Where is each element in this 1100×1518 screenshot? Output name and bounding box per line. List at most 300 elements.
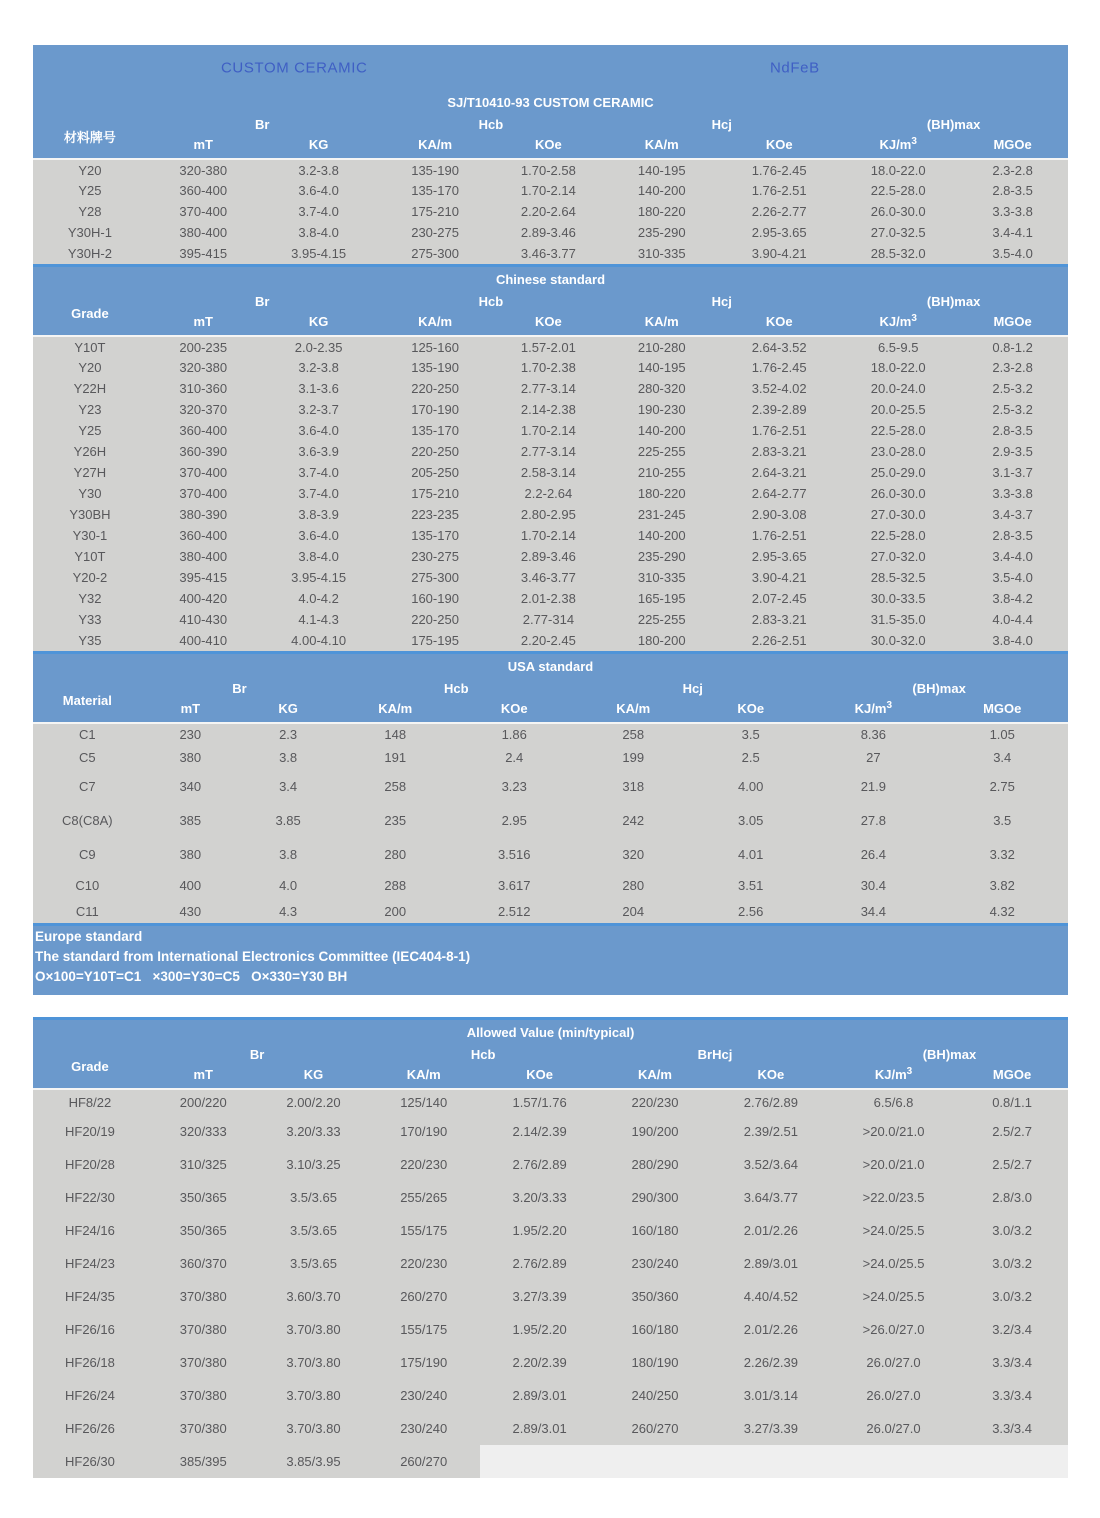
unit-header: KOe	[711, 1064, 831, 1089]
cell: 175-210	[378, 201, 493, 222]
row-grade: Y25	[33, 180, 147, 201]
cell: 3.8-4.0	[957, 630, 1068, 651]
row-grade: HF20/19	[33, 1115, 147, 1148]
unit-header: KOe	[719, 134, 839, 159]
cell: 230-275	[378, 222, 493, 243]
cell: 380-390	[147, 504, 260, 525]
grade-column-header: Grade	[33, 291, 147, 336]
cell: 3.95-4.15	[260, 567, 378, 588]
table-row	[33, 1148, 1068, 1181]
cell: 26.0/27.0	[831, 1379, 956, 1412]
table-body	[33, 336, 1068, 651]
cell: 3.8	[239, 745, 337, 769]
cell: 280	[575, 871, 691, 900]
cell: 26.0-30.0	[839, 201, 957, 222]
row-grade: C1	[33, 723, 142, 745]
cell: 2.20/2.39	[480, 1346, 599, 1379]
cell: 260/270	[599, 1412, 711, 1445]
cell: 2.01/2.26	[711, 1214, 831, 1247]
table-row	[33, 769, 1068, 803]
row-grade: C5	[33, 745, 142, 769]
cell: 255/265	[367, 1181, 480, 1214]
row-grade: HF8/22	[33, 1089, 147, 1115]
cell: 1.57-2.01	[493, 336, 605, 357]
group-header: (BH)max	[810, 678, 1068, 698]
allowed-value-table	[33, 1017, 1068, 1478]
cell: 2.01/2.26	[711, 1313, 831, 1346]
cell: 310-335	[604, 243, 719, 264]
group-header: Hcj	[604, 291, 839, 311]
table-row	[33, 483, 1068, 504]
cell: 220/230	[599, 1089, 711, 1115]
cell: 3.3/3.4	[956, 1412, 1068, 1445]
cell: 2.89-3.46	[493, 222, 605, 243]
cell: 400	[142, 871, 239, 900]
table-body	[33, 723, 1068, 923]
table-row	[33, 462, 1068, 483]
unit-header: $KJ/m^3$	[839, 134, 957, 159]
cell: 3.6-4.0	[260, 525, 378, 546]
cell: 2.64-3.21	[719, 462, 839, 483]
cell: 1.95/2.20	[480, 1214, 599, 1247]
table-row	[33, 588, 1068, 609]
cell: 3.90-4.21	[719, 243, 839, 264]
cell: 2.76/2.89	[480, 1247, 599, 1280]
cell: 160/180	[599, 1313, 711, 1346]
cell: 3.05	[691, 803, 810, 837]
chinese-standard-table	[33, 264, 1068, 651]
cell: 2.5/2.7	[956, 1148, 1068, 1181]
cell: 3.5/3.65	[260, 1247, 368, 1280]
table-row	[33, 871, 1068, 900]
cell: 3.8-4.2	[957, 588, 1068, 609]
cell: 26.0-30.0	[839, 483, 957, 504]
cell: 350/365	[147, 1214, 260, 1247]
cell: 2.39-2.89	[719, 399, 839, 420]
cell: 155/175	[367, 1214, 480, 1247]
cell: 2.00/2.20	[260, 1089, 368, 1115]
cell: 320/333	[147, 1115, 260, 1148]
cell: 3.46-3.77	[493, 567, 605, 588]
cell: 3.52-4.02	[719, 378, 839, 399]
cell: 1.70-2.38	[493, 357, 605, 378]
cell: 140-200	[604, 420, 719, 441]
cell: 22.5-28.0	[839, 180, 957, 201]
cell: 230/240	[599, 1247, 711, 1280]
row-grade: HF26/16	[33, 1313, 147, 1346]
unit-header: KA/m	[378, 134, 493, 159]
row-grade: Y32	[33, 588, 147, 609]
table-title: SJ/T10410-93 CUSTOM CERAMIC	[33, 90, 1068, 114]
table-row	[33, 336, 1068, 357]
cell: 380	[142, 745, 239, 769]
unit-header: KOe	[493, 311, 605, 336]
cell: 395-415	[147, 567, 260, 588]
unit-header: KOe	[493, 134, 605, 159]
cell: 220-250	[378, 441, 493, 462]
cell: 3.32	[936, 837, 1068, 871]
cell: 199	[575, 745, 691, 769]
page	[33, 45, 1068, 1518]
cell: 3.8-4.0	[260, 546, 378, 567]
unit-header: mT	[147, 311, 260, 336]
cell: 3.617	[453, 871, 575, 900]
cell: 3.0/3.2	[956, 1247, 1068, 1280]
ndfeb-link[interactable]: NdFeB	[770, 59, 820, 76]
cell: 200	[337, 900, 453, 923]
cell: 155/175	[367, 1313, 480, 1346]
cell: 2.07-2.45	[719, 588, 839, 609]
cell: 288	[337, 871, 453, 900]
cell: 2.2-2.64	[493, 483, 605, 504]
cell: 160/180	[599, 1214, 711, 1247]
cell: 3.70/3.80	[260, 1313, 368, 1346]
section-gap	[33, 995, 1068, 1017]
unit-header: $KJ/m^3$	[831, 1064, 956, 1089]
unit-header: $KJ/m^3$	[839, 311, 957, 336]
unit-header: KA/m	[575, 698, 691, 723]
cell: 318	[575, 769, 691, 803]
cell: 2.20-2.64	[493, 201, 605, 222]
row-grade: HF26/26	[33, 1412, 147, 1445]
cell: 170/190	[367, 1115, 480, 1148]
cell: 28.5-32.0	[839, 243, 957, 264]
table-row	[33, 1181, 1068, 1214]
table-row	[33, 399, 1068, 420]
cell: 4.32	[936, 900, 1068, 923]
cell: 2.01-2.38	[493, 588, 605, 609]
row-grade: HF24/35	[33, 1280, 147, 1313]
cell	[599, 1445, 711, 1478]
row-grade: Y10T	[33, 336, 147, 357]
row-grade: C7	[33, 769, 142, 803]
row-grade: HF26/24	[33, 1379, 147, 1412]
row-grade: Y30H-2	[33, 243, 147, 264]
cell: 160-190	[378, 588, 493, 609]
cell: 410-430	[147, 609, 260, 630]
unit-header: MGOe	[957, 134, 1068, 159]
table-body	[33, 1089, 1068, 1478]
cell: 34.4	[810, 900, 936, 923]
row-grade: Y25	[33, 420, 147, 441]
cell: 2.90-3.08	[719, 504, 839, 525]
table-row	[33, 357, 1068, 378]
cell: 223-235	[378, 504, 493, 525]
europe-committee-line: The standard from International Electronics Committee (IEC404-8-1)	[35, 949, 471, 964]
cell: 3.5	[936, 803, 1068, 837]
unit-header: KOe	[691, 698, 810, 723]
cell: 1.86	[453, 723, 575, 745]
cell: 21.9	[810, 769, 936, 803]
cell: 23.0-28.0	[839, 441, 957, 462]
cell: 395-415	[147, 243, 260, 264]
cell: 2.77-3.14	[493, 441, 605, 462]
cell: >24.0/25.5	[831, 1280, 956, 1313]
cell: 310-360	[147, 378, 260, 399]
row-grade: Y22H	[33, 378, 147, 399]
cell: 3.2-3.8	[260, 159, 378, 180]
cell: 27.8	[810, 803, 936, 837]
group-header: BrHcj	[599, 1044, 831, 1064]
cell: 148	[337, 723, 453, 745]
cell: 3.3/3.4	[956, 1379, 1068, 1412]
cell: 2.26/2.39	[711, 1346, 831, 1379]
europe-equivalence-line: O×100=Y10T=C1 ×300=Y30=C5 O×330=Y30 BH	[35, 969, 348, 984]
cell: 140-200	[604, 180, 719, 201]
unit-header: KG	[239, 698, 337, 723]
cell: 2.75	[936, 769, 1068, 803]
group-header: Br	[147, 1044, 367, 1064]
cell: 320-370	[147, 399, 260, 420]
cell	[831, 1445, 956, 1478]
cell: 6.5-9.5	[839, 336, 957, 357]
cell: 3.3-3.8	[957, 483, 1068, 504]
unit-header: KA/m	[337, 698, 453, 723]
cell: 3.4-4.0	[957, 546, 1068, 567]
custom-ceramic-link[interactable]: CUSTOM CERAMIC	[221, 59, 368, 76]
unit-header: KG	[260, 311, 378, 336]
usa-standard-table	[33, 651, 1068, 923]
table-row	[33, 1379, 1068, 1412]
cell: 235-290	[604, 546, 719, 567]
europe-standard-title: Europe standard	[35, 929, 143, 944]
cell: 360-400	[147, 420, 260, 441]
cell: 2.64-2.77	[719, 483, 839, 504]
cell: 3.64/3.77	[711, 1181, 831, 1214]
group-header: Br	[142, 678, 338, 698]
cell: 0.8-1.2	[957, 336, 1068, 357]
cell: 3.01/3.14	[711, 1379, 831, 1412]
cell: 2.9-3.5	[957, 441, 1068, 462]
cell: 3.52/3.64	[711, 1148, 831, 1181]
cell: 2.89-3.46	[493, 546, 605, 567]
table-row	[33, 1115, 1068, 1148]
cell: 230/240	[367, 1412, 480, 1445]
unit-header: MGOe	[956, 1064, 1068, 1089]
unit-header: mT	[147, 134, 260, 159]
cell: 320-380	[147, 357, 260, 378]
table-row	[33, 378, 1068, 399]
cell: 2.4	[453, 745, 575, 769]
row-grade: HF20/28	[33, 1148, 147, 1181]
table-row	[33, 630, 1068, 651]
row-grade: HF26/18	[33, 1346, 147, 1379]
cell: 220-250	[378, 609, 493, 630]
cell: 3.516	[453, 837, 575, 871]
cell: 1.76-2.51	[719, 420, 839, 441]
cell: 231-245	[604, 504, 719, 525]
cell: 200-235	[147, 336, 260, 357]
cell: 2.5-3.2	[957, 378, 1068, 399]
cell: 3.1-3.6	[260, 378, 378, 399]
row-grade: Y30	[33, 483, 147, 504]
table-row	[33, 567, 1068, 588]
group-header: Hcj	[575, 678, 810, 698]
cell: 140-200	[604, 525, 719, 546]
cell: 360/370	[147, 1247, 260, 1280]
sj-t10410-93-custom-ceramic-table	[33, 90, 1068, 264]
unit-header: KG	[260, 1064, 368, 1089]
cell: 2.77-314	[493, 609, 605, 630]
cell: 4.00-4.10	[260, 630, 378, 651]
cell: 180-220	[604, 201, 719, 222]
cell: 280-320	[604, 378, 719, 399]
cell: 140-195	[604, 159, 719, 180]
grade-column-header: Material	[33, 678, 142, 723]
cell: 28.5-32.5	[839, 567, 957, 588]
cell: 2.14/2.39	[480, 1115, 599, 1148]
cell: 3.10/3.25	[260, 1148, 368, 1181]
cell: >22.0/23.5	[831, 1181, 956, 1214]
cell: 230-275	[378, 546, 493, 567]
unit-header: KA/m	[367, 1064, 480, 1089]
cell: 370-400	[147, 462, 260, 483]
cell	[711, 1445, 831, 1478]
table-row	[33, 1445, 1068, 1478]
cell: 2.89/3.01	[711, 1247, 831, 1280]
cell: 204	[575, 900, 691, 923]
cell: 2.8-3.5	[957, 525, 1068, 546]
row-grade: Y28	[33, 201, 147, 222]
cell: 242	[575, 803, 691, 837]
cell: 370-400	[147, 201, 260, 222]
cell: 370/380	[147, 1313, 260, 1346]
grade-column-header: 材料牌号	[33, 114, 147, 159]
cell: 280	[337, 837, 453, 871]
cell: 3.4-4.1	[957, 222, 1068, 243]
cell: 140-195	[604, 357, 719, 378]
cell: 2.95-3.65	[719, 222, 839, 243]
row-grade: Y23	[33, 399, 147, 420]
table-row	[33, 201, 1068, 222]
cell: 4.40/4.52	[711, 1280, 831, 1313]
group-header: (BH)max	[839, 114, 1068, 134]
cell: >20.0/21.0	[831, 1115, 956, 1148]
cell: 2.20-2.45	[493, 630, 605, 651]
table-row	[33, 803, 1068, 837]
cell: 180/190	[599, 1346, 711, 1379]
cell: 370/380	[147, 1346, 260, 1379]
table-row	[33, 546, 1068, 567]
group-header: (BH)max	[839, 291, 1068, 311]
cell: 3.5-4.0	[957, 243, 1068, 264]
cell: 260/270	[367, 1280, 480, 1313]
cell: 3.0/3.2	[956, 1214, 1068, 1247]
row-grade: Y20-2	[33, 567, 147, 588]
cell: 220/230	[367, 1148, 480, 1181]
cell: 380	[142, 837, 239, 871]
cell: 2.64-3.52	[719, 336, 839, 357]
cell: 4.0-4.2	[260, 588, 378, 609]
cell: 3.95-4.15	[260, 243, 378, 264]
cell: 370/380	[147, 1412, 260, 1445]
unit-header: KA/m	[378, 311, 493, 336]
cell: 2.5/2.7	[956, 1115, 1068, 1148]
cell: 3.70/3.80	[260, 1346, 368, 1379]
table-row	[33, 723, 1068, 745]
row-grade: C11	[33, 900, 142, 923]
row-grade: HF22/30	[33, 1181, 147, 1214]
cell: 135-190	[378, 159, 493, 180]
cell: 3.20/3.33	[260, 1115, 368, 1148]
cell: 275-300	[378, 243, 493, 264]
cell: 2.76/2.89	[711, 1089, 831, 1115]
cell: 4.0-4.4	[957, 609, 1068, 630]
table-title: Allowed Value (min/typical)	[33, 1019, 1068, 1045]
cell: 2.76/2.89	[480, 1148, 599, 1181]
cell: 230	[142, 723, 239, 745]
cell: 26.0/27.0	[831, 1412, 956, 1445]
cell: 225-255	[604, 609, 719, 630]
cell: 20.0-24.0	[839, 378, 957, 399]
row-grade: Y26H	[33, 441, 147, 462]
cell: 3.3/3.4	[956, 1346, 1068, 1379]
table-row	[33, 1214, 1068, 1247]
table-header	[33, 90, 1068, 159]
cell: 190/200	[599, 1115, 711, 1148]
cell: 3.5	[691, 723, 810, 745]
group-header: Hcb	[337, 678, 575, 698]
table-row	[33, 180, 1068, 201]
cell: 2.8-3.5	[957, 420, 1068, 441]
cell: 175-195	[378, 630, 493, 651]
cell: 3.3-3.8	[957, 201, 1068, 222]
row-grade: Y30-1	[33, 525, 147, 546]
unit-header: MGOe	[936, 698, 1068, 723]
cell: 2.3	[239, 723, 337, 745]
table-row	[33, 1247, 1068, 1280]
row-grade: Y27H	[33, 462, 147, 483]
europe-standard-note	[33, 923, 1068, 995]
cell: 190-230	[604, 399, 719, 420]
cell: 0.8/1.1	[956, 1089, 1068, 1115]
cell: 225-255	[604, 441, 719, 462]
cell: 3.6-3.9	[260, 441, 378, 462]
cell: 2.3-2.8	[957, 357, 1068, 378]
unit-header: mT	[142, 698, 239, 723]
cell: 2.3-2.8	[957, 159, 1068, 180]
table-header	[33, 653, 1068, 724]
cell: 27.0-32.5	[839, 222, 957, 243]
cell: 235	[337, 803, 453, 837]
cell: 135-170	[378, 180, 493, 201]
row-grade: HF24/23	[33, 1247, 147, 1280]
cell: 1.70-2.14	[493, 420, 605, 441]
cell: 370/380	[147, 1379, 260, 1412]
cell: 3.4	[239, 769, 337, 803]
table-row	[33, 900, 1068, 923]
table-row	[33, 441, 1068, 462]
cell: 4.00	[691, 769, 810, 803]
cell: 170-190	[378, 399, 493, 420]
cell: 1.70-2.58	[493, 159, 605, 180]
cell: 360-390	[147, 441, 260, 462]
cell: 4.3	[239, 900, 337, 923]
table-title: Chinese standard	[33, 266, 1068, 292]
table-title: USA standard	[33, 653, 1068, 679]
table-header	[33, 1019, 1068, 1090]
cell: 3.27/3.39	[711, 1412, 831, 1445]
row-grade: HF24/16	[33, 1214, 147, 1247]
cell: 135-170	[378, 525, 493, 546]
cell: 1.76-2.45	[719, 357, 839, 378]
cell: 2.58-3.14	[493, 462, 605, 483]
cell: 1.05	[936, 723, 1068, 745]
row-grade: Y20	[33, 357, 147, 378]
cell: 200/220	[147, 1089, 260, 1115]
unit-header: KOe	[480, 1064, 599, 1089]
cell: 3.51	[691, 871, 810, 900]
